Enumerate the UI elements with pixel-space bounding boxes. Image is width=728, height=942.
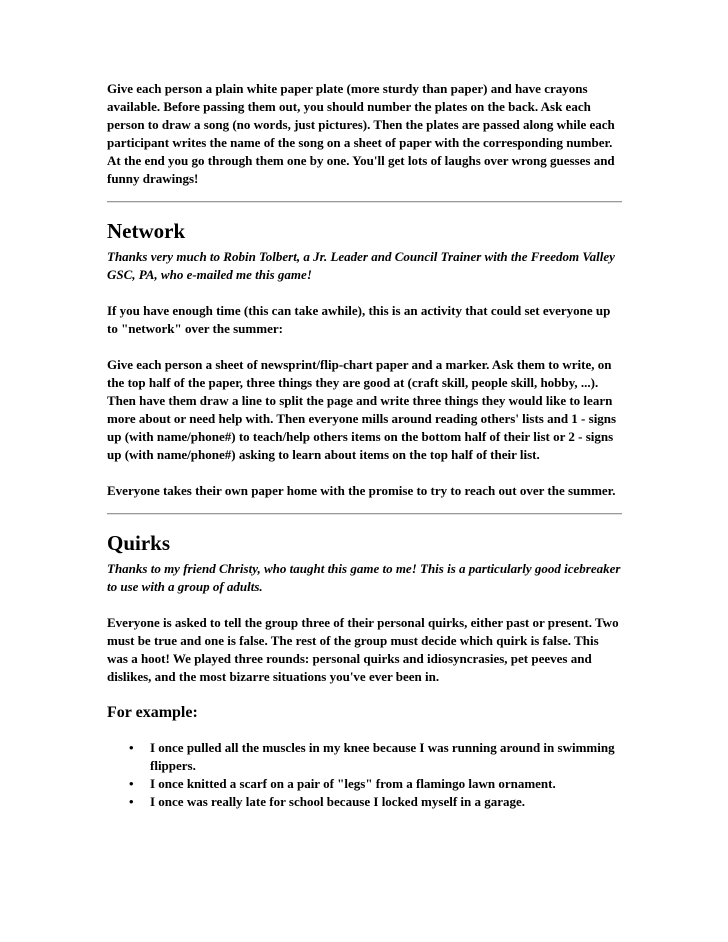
list-item: • I once pulled all the muscles in my knee because I was running around in swimming flippers.	[129, 740, 615, 773]
bullet-icon: •	[129, 740, 134, 755]
list-item: • I once was really late for school because I locked myself in a garage.	[129, 794, 526, 809]
quirks-paragraph: Everyone is asked to tell the group three of their personal quirks, either past or present. Two must be true and one is false. The rest of the group must decide which quirk is false. This was a hoot! We played three rounds: personal quirks and idiosyncrasies, pet peeves and dislikes, and the most bizarre situations you've ever been in.	[107, 615, 619, 684]
network-credit: Thanks very much to Robin Tolbert, a Jr. Leader and Council Trainer with the Freedom Valley GSC, PA, who e-mailed me this game!	[107, 249, 615, 282]
list-item: • I once knitted a scarf on a pair of "legs" from a flamingo lawn ornament.	[129, 776, 556, 791]
example-heading: For example:	[107, 704, 198, 721]
example-list	[107, 739, 622, 811]
network-paragraph-3: Everyone takes their own paper home with the promise to try to reach out over the summer.	[107, 483, 616, 498]
bullet-icon: •	[129, 794, 134, 809]
network-heading: Network	[107, 219, 186, 243]
bullet-icon: •	[129, 776, 134, 791]
document-page	[107, 80, 622, 811]
intro-paragraph: Give each person a plain white paper plate (more sturdy than paper) and have crayons available. Before passing them out, you should number the plates on the back. Ask each person to draw a song (no words, just pictures). Then the plates are passed along while each participant writes the name of the song on a sheet of paper with the corresponding number. At the end you go through them one by one. You'll get lots of laughs over wrong guesses and funny drawings!	[107, 81, 615, 186]
quirks-heading: Quirks	[107, 531, 171, 555]
network-paragraph-1: If you have enough time (this can take awhile), this is an activity that could set everyone up to "network" over the summer:	[107, 303, 611, 336]
network-paragraph-2: Give each person a sheet of newsprint/flip-chart paper and a marker. Ask them to write, on the top half of the paper, three things they are good at (craft skill, people skill, hobby, ...). Then have them draw a line to split the page and write three things they would like to learn more about or need help with. Then everyone mills around reading others' lists and 1 - signs up (with name/phone#) to teach/help others items on the bottom half of their list or 2 - signs up (with name/phone#) asking to learn about items on the top half of their list.	[107, 357, 617, 462]
quirks-credit: Thanks to my friend Christy, who taught this game to me! This is a particularly good icebreaker to use with a group of adults.	[107, 561, 621, 594]
